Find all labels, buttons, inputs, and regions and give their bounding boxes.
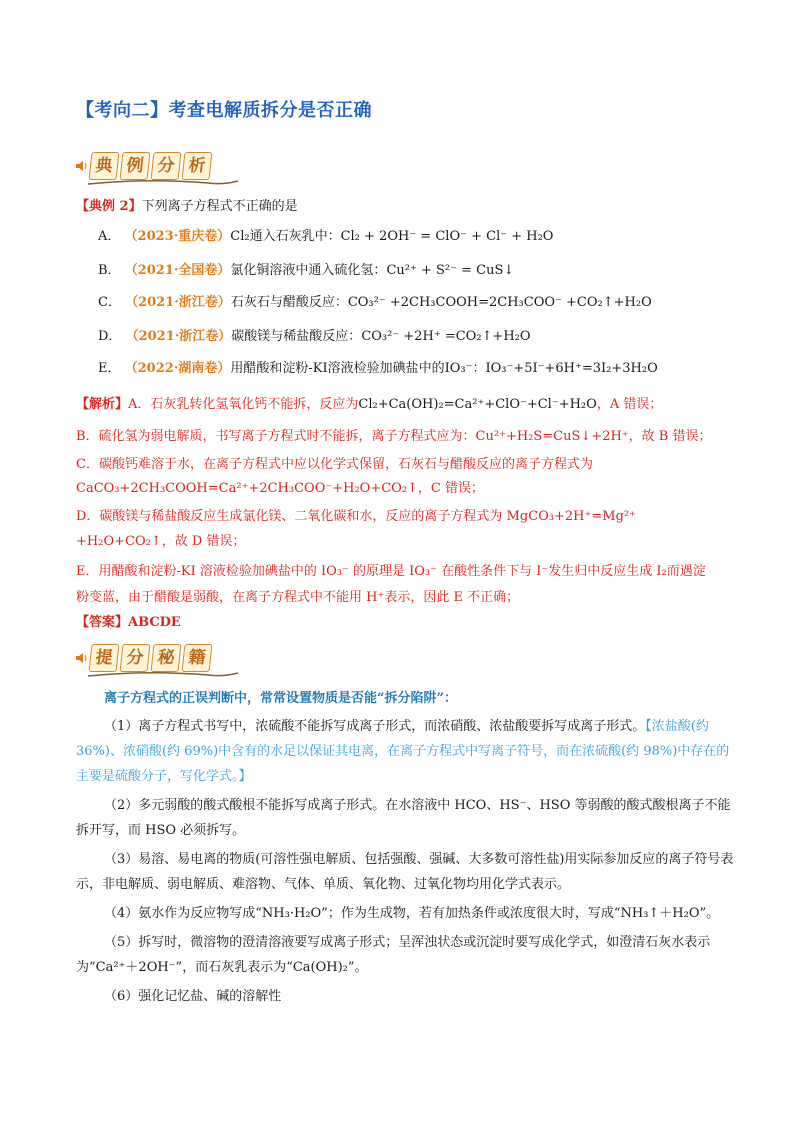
- question-text: 下列离子方程式不正确的是: [141, 199, 298, 214]
- option-text: 碳酸镁与稀盐酸反应：: [231, 329, 362, 344]
- example-label: 【典例 2】: [76, 199, 142, 214]
- banner-char: 分: [120, 644, 151, 672]
- tip-1-text: （1）离子方程式书写中，浓硫酸不能拆写成离子形式，而浓硝酸、浓盐酸要拆写成离子形式。: [104, 719, 646, 734]
- analysis-b: B．硫化氢为弱电解质，书写离子方程式时不能拆，离子方程式应为：Cu²⁺+H₂S=CuS↓+2H⁺，故 B 错误；: [76, 429, 712, 444]
- tip-6: （6）强化记忆盐、碱的溶解性: [104, 989, 282, 1004]
- option-source: （2023·重庆卷）: [124, 229, 231, 244]
- banner-char: 析: [182, 152, 213, 180]
- tips-heading: 离子方程式的正误判断中，常常设置物质是否能“拆分陷阱”：: [104, 691, 457, 706]
- option-text: Cl₂通入石灰乳中：: [230, 229, 341, 244]
- analysis-text: A．石灰乳转化氢氧化钙不能拆，反应为: [128, 397, 359, 412]
- banner-char: 籍: [182, 644, 213, 672]
- answer: 【答案】ABCDE: [76, 615, 181, 630]
- speaker-icon: [76, 652, 88, 664]
- option-letter: D．: [98, 329, 122, 344]
- option-formula: Cl₂ + 2OH⁻ = ClO⁻ + Cl⁻ + H₂O: [340, 229, 554, 244]
- option-d: [98, 328, 531, 346]
- analysis-formula: Cl₂+Ca(OH)₂=Ca²⁺+ClO⁻+Cl⁻+H₂O: [358, 397, 597, 412]
- option-source: （2021·浙江卷）: [125, 329, 232, 344]
- option-a: [98, 228, 553, 246]
- banner-char: 提: [89, 644, 120, 672]
- option-source: （2021·浙江卷）: [125, 295, 231, 310]
- option-c: [98, 294, 652, 312]
- analysis-text: ，A 错误；: [596, 397, 663, 412]
- tip-1-note: 【浓盐酸(约 36%)、浓硝酸(约 69%)中含有的水足以保证其电离，在离子方程式中写离子符号，而在浓硫酸(约 98%)中存在的主要是硫酸分子，写化学式。】: [76, 719, 730, 784]
- section-title: 【考向二】考查电解质拆分是否正确: [76, 100, 372, 121]
- analysis-label: 【解析】: [76, 397, 129, 412]
- analysis-e1: E．用醋酸和淀粉-KI 溶液检验加碘盐中的 IO₃⁻ 的原理是 IO₃⁻ 在酸性条件下与 I⁻发生归中反应生成 I₂而遇淀: [76, 564, 706, 579]
- banner-char: 分: [151, 152, 182, 180]
- option-letter: B．: [98, 263, 121, 278]
- tips-body: [76, 714, 736, 1009]
- example-question: [76, 198, 298, 216]
- option-b: [98, 262, 514, 280]
- speaker-icon: [76, 160, 88, 172]
- banner-swoosh-icon: [88, 670, 238, 680]
- option-text: 用醋酸和淀粉-KI溶液检验加碘盐中的IO₃⁻：: [230, 361, 486, 376]
- option-text: 石灰石与醋酸反应：: [230, 295, 348, 310]
- banner-char: 典: [89, 152, 120, 180]
- option-source: （2022·湖南卷）: [124, 361, 231, 376]
- option-formula: CO₃²⁻ +2CH₃COOH=2CH₃COO⁻ +CO₂↑+H₂O: [347, 295, 652, 310]
- analysis-d2: +H₂O+CO₂↑，故 D 错误；: [76, 534, 246, 549]
- analysis-c1: C．碳酸钙难溶于水，在离子方程式中应以化学式保留，石灰石与醋酸反应的离子方程式为: [76, 457, 593, 472]
- option-text: 氯化铜溶液中通入硫化氢：: [230, 263, 387, 278]
- option-formula: CO₃²⁻ +2H⁺ =CO₂↑+H₂O: [361, 329, 531, 344]
- banner-char: 秘: [151, 644, 182, 672]
- option-letter: E．: [98, 361, 121, 376]
- analysis-e2: 粉变蓝，由于醋酸是弱酸，在离子方程式中不能用 H⁺表示，因此 E 不正确；: [76, 590, 520, 605]
- analysis-d1: D．碳酸镁与稀盐酸反应生成氯化镁、二氧化碳和水，反应的离子方程式为 MgCO₃+2H⁺=Mg²⁺: [76, 509, 636, 524]
- tip-1: [76, 714, 736, 789]
- tip-5: （5）拆写时，微溶物的澄清溶液要写成离子形式；呈浑浊状态或沉淀时要写成化学式，如澄清石灰水表示为“Ca²⁺＋2OH⁻”，而石灰乳表示为“Ca(OH)₂”。: [76, 935, 711, 975]
- tip-2: （2）多元弱酸的酸式酸根不能拆写成离子形式。在水溶液中 HCO、HS⁻、HSO 等弱酸的酸式酸根离子不能拆开写，而 HSO 必须拆写。: [76, 798, 731, 838]
- option-letter: C．: [98, 295, 121, 310]
- analysis-c2: CaCO₃+2CH₃COOH=Ca²⁺+2CH₃COO⁻+H₂O+CO₂↑，C 错误；: [76, 481, 484, 496]
- banner-swoosh-icon: [88, 178, 238, 188]
- option-source: （2021·全国卷）: [124, 263, 231, 278]
- option-letter: A．: [98, 229, 121, 244]
- option-formula: IO₃⁻+5I⁻+6H⁺=3I₂+3H₂O: [485, 361, 658, 376]
- tip-4: （4）氨水作为反应物写成“NH₃·H₂O”；作为生成物，若有加热条件或浓度很大时，写成“NH₃↑＋H₂O”。: [104, 906, 720, 921]
- analysis-a: [76, 396, 662, 414]
- option-e: [98, 360, 658, 378]
- tip-3: （3）易溶、易电离的物质(可溶性强电解质、包括强酸、强碱、大多数可溶性盐)用实际参加反应的离子符号表示，非电解质、弱电解质、难溶物、气体、单质、氧化物、过氧化物均用化学式表示。: [76, 852, 734, 892]
- option-formula: Cu²⁺ + S²⁻ = CuS↓: [386, 263, 515, 278]
- banner-char: 例: [120, 152, 151, 180]
